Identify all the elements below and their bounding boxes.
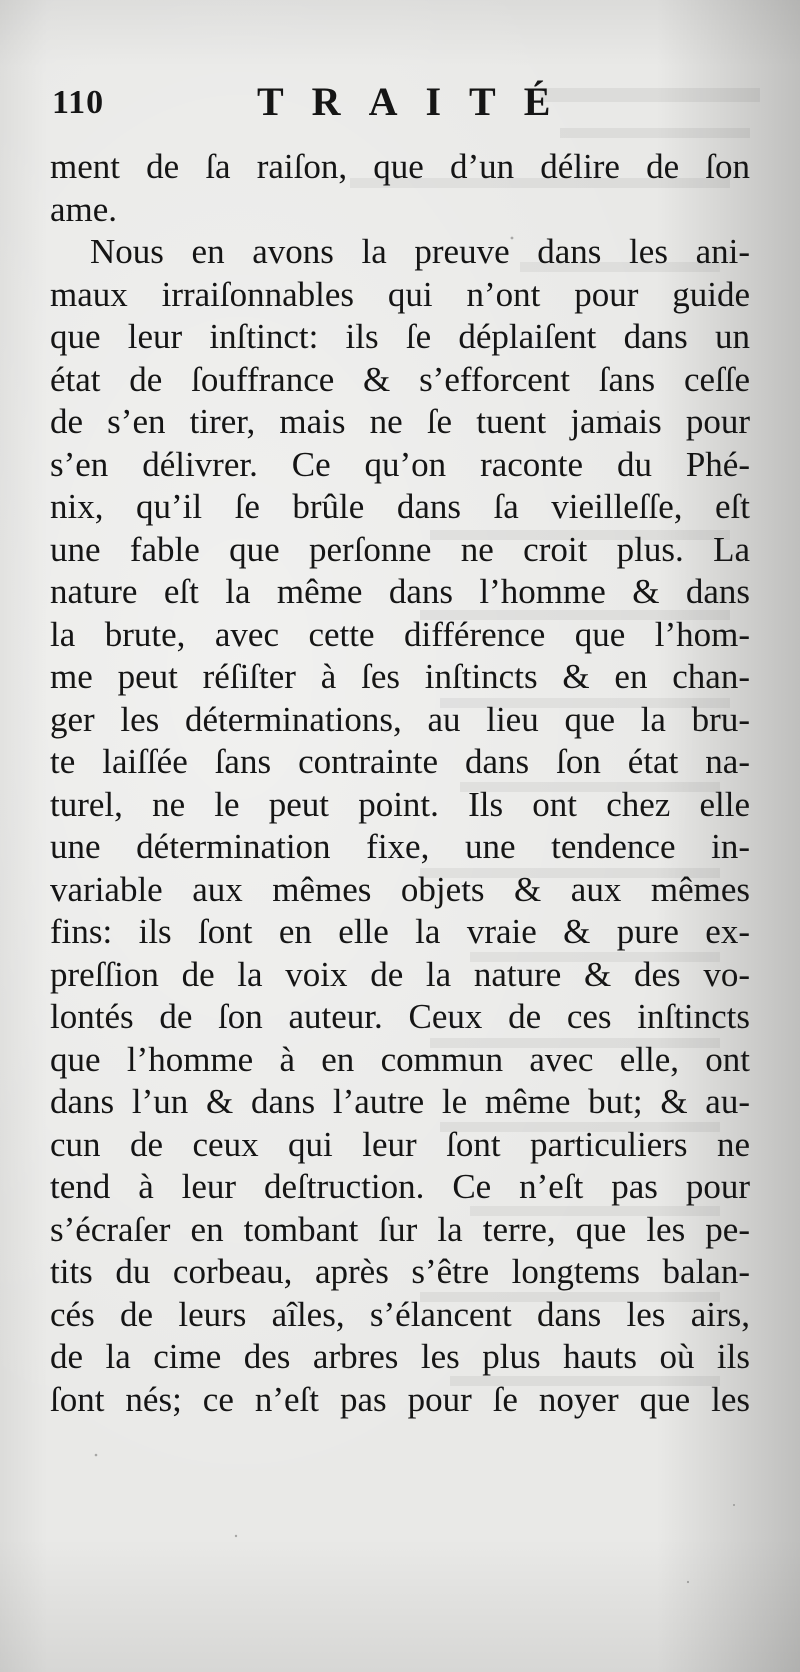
text-line: que leur inſtinct: ils ſe déplaiſent dans un [50, 317, 750, 356]
text-line: ame. [50, 189, 118, 229]
text-line: la brute, avec cette différence que l’hom- [50, 614, 750, 654]
text-line: tend à leur deſtruction. Ce n’eſt pas pour [50, 1167, 750, 1206]
text-line: s’en délivrer. Ce qu’on raconte du Phé- [50, 444, 750, 484]
text-line: variable aux mêmes objets & aux mêmes [50, 869, 750, 909]
text-line: preſſion de la voix de la nature & des vo- [50, 954, 750, 994]
text-line: de la cime des arbres les plus hauts où ils [50, 1337, 750, 1376]
text-line: me peut réſiſter à ſes inſtincts & en chan- [50, 657, 750, 696]
text-line: lontés de ſon auteur. Ceux de ces inſtincts [50, 997, 750, 1036]
text-line: tits du corbeau, après s’être longtems balan- [50, 1252, 750, 1291]
text-line: turel, ne le peut point. Ils ont chez elle [50, 784, 750, 824]
text-line: ment de ſa raiſon, que d’un délire de ſon [50, 147, 750, 186]
text-line: ſont nés; ce n’eſt pas pour ſe noyer que les [50, 1379, 750, 1419]
paragraph-start-line: Nous en avons la preuve dans les ani- [90, 232, 750, 271]
text-line: dans l’un & dans l’autre le même but; & au- [50, 1082, 750, 1121]
text-line: de s’en tirer, mais ne ſe tuent jamais pour [50, 402, 750, 441]
text-line: une détermination fixe, une tendence in- [50, 827, 750, 866]
body-text [50, 146, 750, 1421]
text-line: que l’homme à en commun avec elle, ont [50, 1039, 750, 1079]
text-line: te laiſſée ſans contrainte dans ſon état na- [50, 742, 750, 781]
page-header [52, 78, 752, 128]
text-line: ger les déterminations, au lieu que la bru- [50, 699, 750, 739]
text-line: état de ſouffrance & s’efforcent ſans ceſſe [50, 359, 750, 399]
page-number: 110 [52, 84, 105, 121]
text-line: cés de leurs aîles, s’élancent dans les airs, [50, 1294, 750, 1334]
text-line: fins: ils ſont en elle la vraie & pure ex- [50, 912, 750, 951]
text-line: s’écraſer en tombant ſur la terre, que les pe- [50, 1209, 750, 1249]
text-line: maux irraiſonnables qui n’ont pour guide [50, 274, 750, 314]
text-line: nix, qu’il ſe brûle dans ſa vieilleſſe, eſt [50, 487, 750, 526]
running-title: TRAITÉ [257, 79, 579, 124]
text-line: cun de ceux qui leur ſont particuliers ne [50, 1124, 750, 1164]
text-line: une fable que perſonne ne croit plus. La [50, 529, 750, 569]
text-line: nature eſt la même dans l’homme & dans [50, 572, 750, 611]
